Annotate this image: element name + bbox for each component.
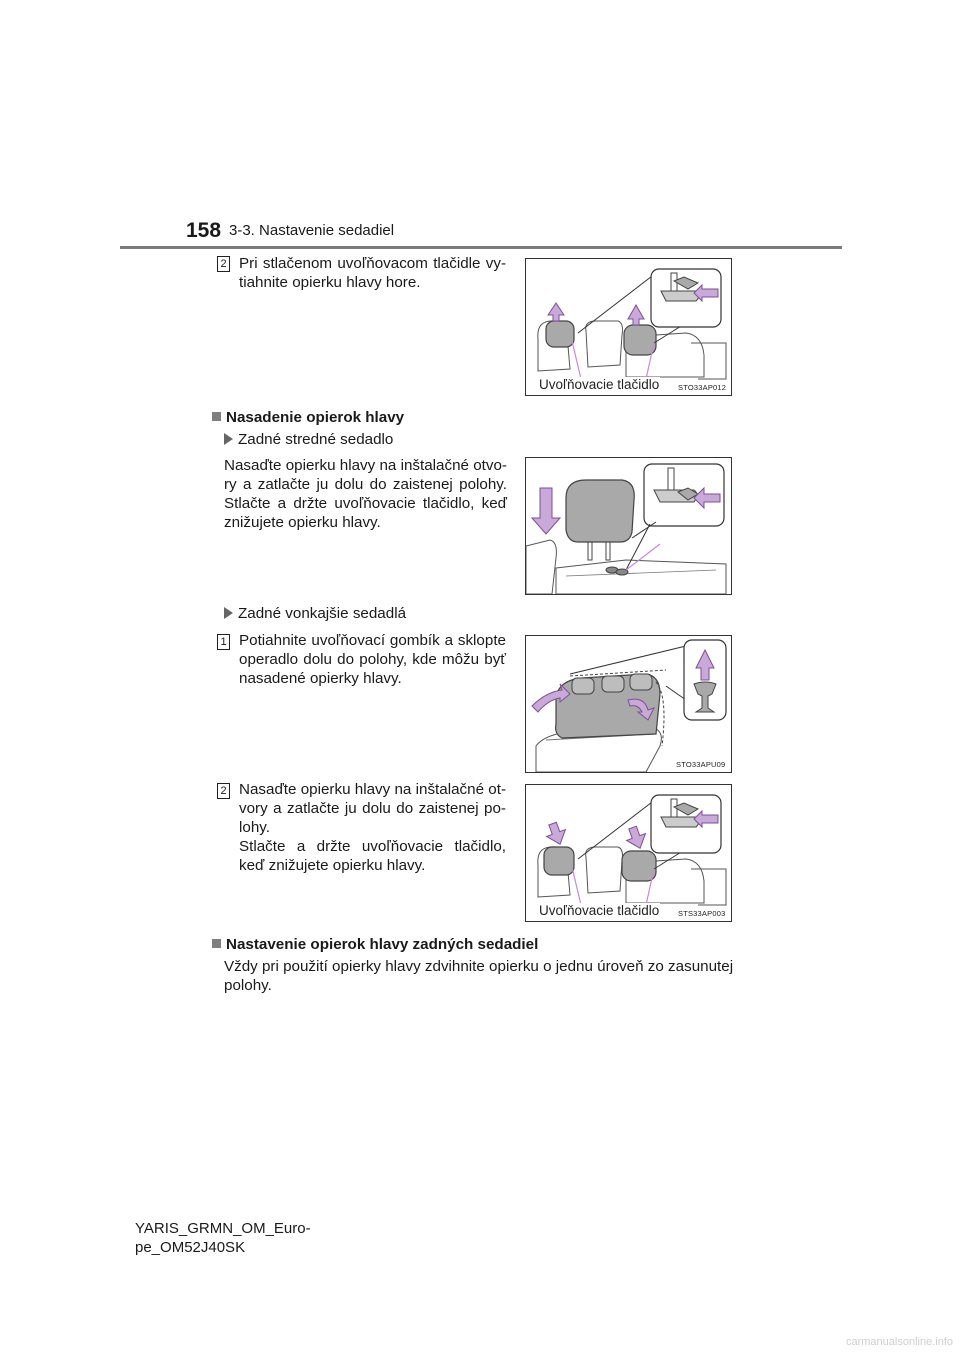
figure-seatback-fold bbox=[525, 635, 732, 773]
square-bullet-icon bbox=[212, 939, 221, 948]
header-divider bbox=[120, 246, 842, 249]
seatback-fold-illustration bbox=[526, 636, 731, 772]
section-title: 3-3. Nastavenie sedadiel bbox=[229, 222, 395, 239]
center-headrest-illustration bbox=[526, 458, 731, 594]
figure-center-headrest-install bbox=[525, 457, 732, 595]
square-bullet-icon bbox=[212, 412, 221, 421]
arrow-down-icon bbox=[623, 824, 649, 852]
step-number-2: 2 bbox=[217, 783, 230, 799]
figure-code: STO33APU09 bbox=[676, 760, 726, 769]
rear-center-text: Nasaďte opierku hlavy na inštalačné otvo-ry a zatlačte ju dolu do zaistenej polohy. Stlačte a držte uvoľňovacie tlačidlo, keď znižujete opierku hlavy. bbox=[224, 457, 507, 531]
figure-outer-headrest-install bbox=[525, 784, 732, 922]
subsection-rear-outer: Zadné vonkajšie sedadlá bbox=[224, 604, 406, 623]
step-number-2: 2 bbox=[217, 256, 230, 272]
headrest-removal-illustration bbox=[526, 259, 731, 395]
figure-code: STO33AP012 bbox=[678, 383, 727, 392]
footer-doc-id bbox=[135, 1219, 311, 1257]
adjust-text: Vždy pri použití opierky hlavy zdvihnite opierku o jednu úroveň zo zasunutej polohy. bbox=[224, 958, 734, 994]
release-button-label: Uvoľňovacie tlačidlo bbox=[539, 377, 660, 392]
footer-line-1: YARIS_GRMN_OM_Euro- bbox=[135, 1220, 311, 1237]
arrow-up-icon bbox=[548, 303, 564, 321]
step-1-text: Potiahnite uvoľňovací gombík a sklopte operadlo dolu do polohy, kde môžu byť nasadené opierky hlavy. bbox=[239, 632, 506, 687]
section-heading-adjust: Nastavenie opierok hlavy zadných sedadiel bbox=[212, 935, 538, 954]
section-heading-install: Nasadenie opierok hlavy bbox=[212, 408, 404, 427]
release-button-label: Uvoľňovacie tlačidlo bbox=[539, 903, 660, 918]
step-2b-text-2: Stlačte a držte uvoľňovacie tlačidlo, keď znižujete opierku hlavy. bbox=[239, 838, 506, 874]
figure-headrest-removal bbox=[525, 258, 732, 396]
watermark: carmanualsonline.info bbox=[845, 1336, 953, 1348]
step-2-text: Pri stlačenom uvoľňovacom tlačidle vy-tiahnite opierku hlavy hore. bbox=[239, 255, 506, 291]
step-2b-text-1: Nasaďte opierku hlavy na inštalačné ot-vory a zatlačte ju dolu do zaistenej po-lohy. bbox=[239, 781, 506, 836]
triangle-bullet-icon bbox=[224, 433, 233, 445]
outer-headrest-illustration bbox=[526, 785, 731, 921]
triangle-bullet-icon bbox=[224, 607, 233, 619]
footer-line-2: pe_OM52J40SK bbox=[135, 1239, 246, 1256]
arrow-down-icon bbox=[543, 820, 569, 848]
subsection-rear-center: Zadné stredné sedadlo bbox=[224, 430, 393, 449]
step-number-1: 1 bbox=[217, 634, 230, 650]
page-number: 158 bbox=[186, 219, 222, 242]
arrow-up-icon bbox=[628, 305, 644, 325]
figure-code: STS33AP003 bbox=[678, 909, 726, 918]
arrow-down-icon bbox=[532, 488, 560, 534]
